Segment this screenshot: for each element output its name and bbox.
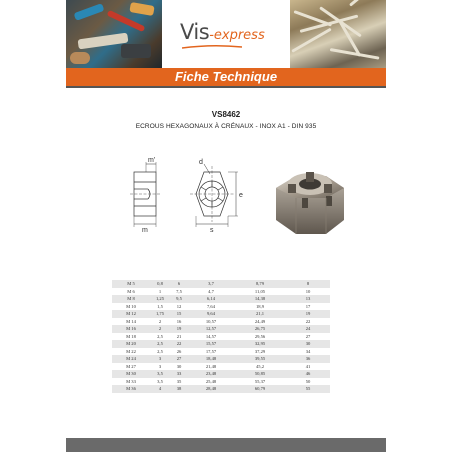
table-cell: M 6 (112, 288, 150, 296)
castle-nut-photo (266, 150, 352, 240)
product-reference: VS8462 (211, 110, 241, 119)
table-row (112, 333, 330, 341)
table-cell: M 20 (112, 340, 150, 348)
logo-brand-main: Vis (180, 20, 210, 44)
table-cell: 3 (150, 363, 170, 371)
table-cell: 21,1 (234, 310, 286, 318)
table-row (112, 355, 330, 363)
table-cell: 3 (150, 355, 170, 363)
table-cell: 21,48 (188, 363, 234, 371)
table-row (112, 288, 330, 296)
logo-area (162, 0, 290, 68)
table-cell: 4 (150, 385, 170, 393)
top-view (190, 164, 238, 227)
footer-bar (66, 438, 386, 452)
table-cell: 25,48 (188, 378, 234, 386)
table-cell: 18,48 (188, 355, 234, 363)
table-cell: 26 (170, 348, 188, 356)
table-cell: 37,29 (234, 348, 286, 356)
product-description: ECROUS HEXAGONAUX À CRÉNAUX - INOX A1 - DIN 935 (135, 123, 317, 130)
table-cell: 12 (170, 303, 188, 311)
table-cell: 7,64 (188, 303, 234, 311)
table-cell: 30 (286, 340, 330, 348)
label-m-prime: m' (148, 157, 156, 164)
dimensions-table-wrap (112, 280, 330, 393)
table-cell: 2,5 (150, 340, 170, 348)
table-cell: 30 (170, 363, 188, 371)
table-row (112, 363, 330, 371)
table-row (112, 325, 330, 333)
dimensions-table (112, 280, 330, 393)
table-cell: 13 (286, 295, 330, 303)
table-cell: 17 (286, 303, 330, 311)
table-cell: 8 (286, 280, 330, 288)
table-cell: 55 (286, 385, 330, 393)
table-cell: 3,5 (150, 378, 170, 386)
table-cell: 55,37 (234, 378, 286, 386)
table-cell: 17,57 (188, 348, 234, 356)
table-row (112, 370, 330, 378)
header-photo-screws (290, 0, 386, 68)
table-cell: M 33 (112, 378, 150, 386)
table-cell: 22 (286, 318, 330, 326)
table-cell: 22 (170, 340, 188, 348)
table-cell: 1 (150, 288, 170, 296)
banner (66, 68, 386, 86)
table-cell: M 36 (112, 385, 150, 393)
table-cell: 35 (170, 378, 188, 386)
table-cell: M 8 (112, 295, 150, 303)
table-cell: 4,7 (188, 288, 234, 296)
table-row (112, 310, 330, 318)
label-d: d (199, 159, 203, 166)
table-cell: 7,5 (170, 288, 188, 296)
table-cell: 1,5 (150, 303, 170, 311)
table-cell: 0,8 (150, 280, 170, 288)
table-cell: 27 (286, 333, 330, 341)
table-cell: M 27 (112, 363, 150, 371)
table-cell: M 30 (112, 370, 150, 378)
table-cell: 23,48 (188, 370, 234, 378)
technical-sheet (66, 0, 386, 452)
table-cell: 50 (286, 378, 330, 386)
banner-divider (66, 86, 386, 88)
table-cell: M 16 (112, 325, 150, 333)
table-cell: 2 (150, 325, 170, 333)
table-row (112, 280, 330, 288)
table-cell: 46 (286, 370, 330, 378)
table-cell: 21 (170, 333, 188, 341)
table-cell: 10 (286, 288, 330, 296)
table-cell: M 14 (112, 318, 150, 326)
label-m: m (142, 227, 148, 234)
logo-swoosh-icon (182, 44, 242, 50)
table-cell: 3,5 (150, 370, 170, 378)
table-cell: 27 (170, 355, 188, 363)
table-cell: 26,75 (234, 325, 286, 333)
table-row (112, 295, 330, 303)
table-cell: 41 (286, 363, 330, 371)
header-photo-tools (66, 0, 162, 68)
table-cell: 60,79 (234, 385, 286, 393)
table-cell: 33 (170, 370, 188, 378)
banner-title: Fiche Technique (174, 69, 278, 84)
table-row (112, 303, 330, 311)
header (66, 0, 386, 68)
table-row (112, 340, 330, 348)
table-cell: 36 (286, 355, 330, 363)
table-cell: 45,2 (234, 363, 286, 371)
table-cell: 9,64 (188, 310, 234, 318)
table-cell: 9,5 (170, 295, 188, 303)
table-cell: 29,56 (234, 333, 286, 341)
table-cell: 19 (170, 325, 188, 333)
table-cell: 2,5 (150, 348, 170, 356)
table-cell: 28,48 (188, 385, 234, 393)
table-cell: M 24 (112, 355, 150, 363)
table-cell: 18,9 (234, 303, 286, 311)
label-e: e (239, 192, 243, 199)
table-cell: 1,75 (150, 310, 170, 318)
table-cell: 6,14 (188, 295, 234, 303)
table-cell: 24 (286, 325, 330, 333)
table-cell: 3,7 (188, 280, 234, 288)
table-cell: M 22 (112, 348, 150, 356)
table-cell: 14,57 (188, 333, 234, 341)
table-cell: 32,95 (234, 340, 286, 348)
table-cell: M 12 (112, 310, 150, 318)
table-cell: 1,25 (150, 295, 170, 303)
logo-brand-sub: express (213, 28, 265, 43)
table-cell: 8,79 (234, 280, 286, 288)
table-cell: 12,57 (188, 325, 234, 333)
table-row (112, 385, 330, 393)
side-view (130, 162, 160, 227)
table-cell: 39,55 (234, 355, 286, 363)
table-cell: 24,49 (234, 318, 286, 326)
table-cell: 14,38 (234, 295, 286, 303)
table-cell: 19 (286, 310, 330, 318)
table-cell: M 5 (112, 280, 150, 288)
table-cell: 15 (170, 310, 188, 318)
table-cell: 2,5 (150, 333, 170, 341)
table-cell: 10,57 (188, 318, 234, 326)
logo-brand-dash: - (209, 28, 214, 43)
table-cell: 34 (286, 348, 330, 356)
table-cell: 38 (170, 385, 188, 393)
table-cell: 6 (170, 280, 188, 288)
technical-drawing (124, 154, 274, 234)
table-row (112, 348, 330, 356)
table-row (112, 318, 330, 326)
table-cell: 2 (150, 318, 170, 326)
vis-express-logo (180, 20, 265, 44)
table-row (112, 378, 330, 386)
table-cell: 11,05 (234, 288, 286, 296)
table-cell: 50,85 (234, 370, 286, 378)
table-cell: M 10 (112, 303, 150, 311)
table-cell: M 18 (112, 333, 150, 341)
table-cell: 16 (170, 318, 188, 326)
table-cell: 15,57 (188, 340, 234, 348)
label-s: s (210, 227, 214, 234)
